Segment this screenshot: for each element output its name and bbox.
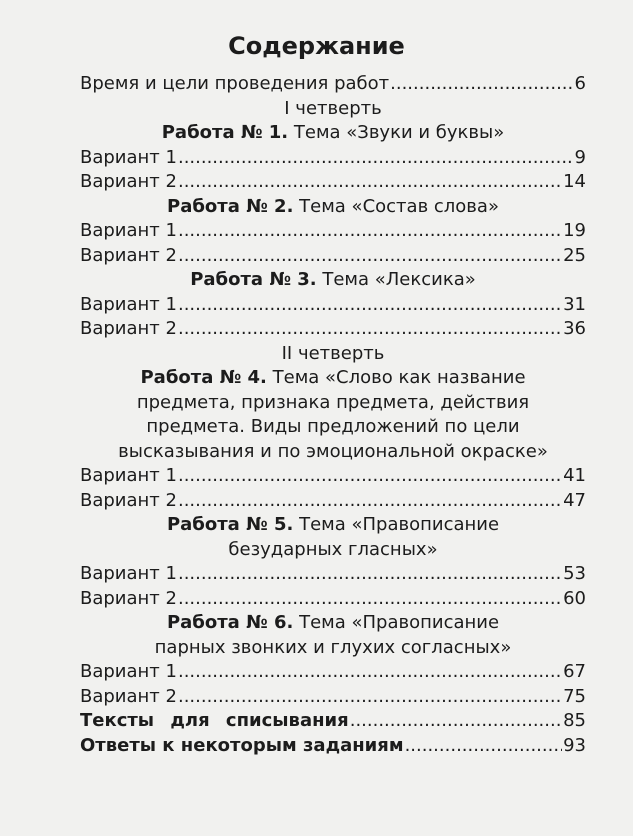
work-topic: Тема «Состав слова» [299, 195, 499, 217]
toc-entry-label: Вариант 1 [80, 465, 177, 486]
toc-page-number: 25 [563, 244, 586, 266]
toc-entry-answers[interactable] [80, 734, 586, 759]
work-number: Работа № 3. [190, 269, 317, 290]
toc-page-number: 31 [563, 293, 586, 315]
toc-entry-label: Вариант 2 [80, 685, 177, 707]
work-number: Работа № 5. [166, 514, 294, 535]
toc-page-number: 67 [563, 661, 586, 682]
toc-page-number: 36 [563, 318, 586, 339]
toc-entry-variant[interactable] [80, 317, 586, 342]
toc-entry-variant[interactable] [80, 587, 586, 612]
toc-entry-label: Ответы к некоторым заданиям [80, 734, 404, 756]
work-number: Работа № 4. [140, 367, 267, 388]
work-heading-1 [80, 121, 586, 146]
toc-entry-variant[interactable] [80, 464, 586, 489]
dot-leader [178, 219, 562, 244]
toc-page-number: 75 [563, 685, 586, 707]
dot-leader [178, 660, 562, 685]
dot-leader [350, 709, 562, 734]
dot-leader [178, 464, 562, 489]
work-topic: Тема «Правописание [299, 612, 500, 633]
dot-leader [178, 293, 562, 318]
dot-leader [178, 562, 562, 587]
work-heading-4 [80, 366, 586, 464]
toc-page-number: 19 [563, 220, 586, 241]
toc-entry-label: Вариант 2 [80, 171, 177, 192]
dot-leader [178, 146, 574, 171]
toc-page-number: 47 [563, 489, 586, 511]
toc-page-number: 93 [563, 734, 586, 756]
toc-page-number: 9 [574, 146, 586, 168]
toc-entry-label: Вариант 2 [80, 318, 177, 339]
toc-entry-variant[interactable] [80, 293, 586, 318]
work-topic-line: предмета. Виды предложений по цели [146, 416, 520, 437]
toc-page-number: 60 [563, 587, 586, 609]
toc-page-number: 41 [563, 465, 586, 486]
work-number: Работа № 6. [166, 612, 294, 633]
toc-page-number: 6 [574, 73, 586, 94]
work-number: Работа № 2. [167, 195, 294, 217]
toc-entry-variant[interactable] [80, 146, 586, 171]
work-heading-6 [80, 611, 586, 660]
dot-leader [178, 685, 562, 710]
work-topic-line: предмета, признака предмета, действия [136, 391, 530, 413]
toc-entry-variant[interactable] [80, 562, 586, 587]
work-topic-line: безударных гласных» [228, 538, 438, 560]
dot-leader [178, 244, 562, 269]
toc-entry-variant[interactable] [80, 685, 586, 710]
toc-entry-intro[interactable] [80, 72, 586, 97]
dot-leader [178, 170, 562, 195]
toc-entry-label: Вариант 1 [80, 661, 177, 682]
work-topic-line: парных звонких и глухих согласных» [154, 636, 512, 658]
work-topic: Тема «Звуки и буквы» [293, 122, 505, 143]
toc-entry-label: Вариант 2 [80, 587, 177, 609]
toc-page-number: 85 [563, 710, 586, 731]
work-heading-3 [80, 268, 586, 293]
toc-entry-label: Вариант 1 [80, 293, 177, 315]
quarter-heading-1: I четверть [284, 97, 382, 119]
table-of-contents [80, 72, 586, 758]
work-topic: Тема «Лексика» [322, 269, 476, 290]
toc-entry-label: Время и цели проведения работ [80, 73, 390, 94]
dot-leader [178, 587, 562, 612]
toc-entry-variant[interactable] [80, 244, 586, 269]
toc-entry-label: Вариант 2 [80, 244, 177, 266]
work-heading-5 [80, 513, 586, 562]
toc-page-number: 14 [563, 171, 586, 192]
toc-entry-label: Вариант 1 [80, 146, 177, 168]
work-heading-2 [80, 195, 586, 220]
work-topic: Тема «Правописание [299, 514, 500, 535]
toc-page-number: 53 [563, 563, 586, 584]
toc-entry-label: Вариант 2 [80, 489, 177, 511]
toc-entry-texts[interactable] [80, 709, 586, 734]
page-title: Содержание [228, 32, 405, 60]
dot-leader [405, 734, 563, 759]
toc-entry-label: Вариант 1 [80, 563, 177, 584]
toc-entry-variant[interactable] [80, 660, 586, 685]
toc-entry-variant[interactable] [80, 219, 586, 244]
quarter-heading-2: II четверть [281, 342, 385, 364]
toc-entry-label: Тексты для списывания [80, 710, 349, 731]
work-number: Работа № 1. [161, 122, 289, 143]
dot-leader [178, 317, 562, 342]
toc-entry-label: Вариант 1 [80, 220, 177, 241]
dot-leader [390, 72, 573, 97]
toc-entry-variant[interactable] [80, 489, 586, 514]
work-topic-line: высказывания и по эмоциональной окраске» [118, 440, 548, 462]
dot-leader [178, 489, 562, 514]
toc-entry-variant[interactable] [80, 170, 586, 195]
work-topic: Тема «Слово как название [272, 367, 526, 388]
